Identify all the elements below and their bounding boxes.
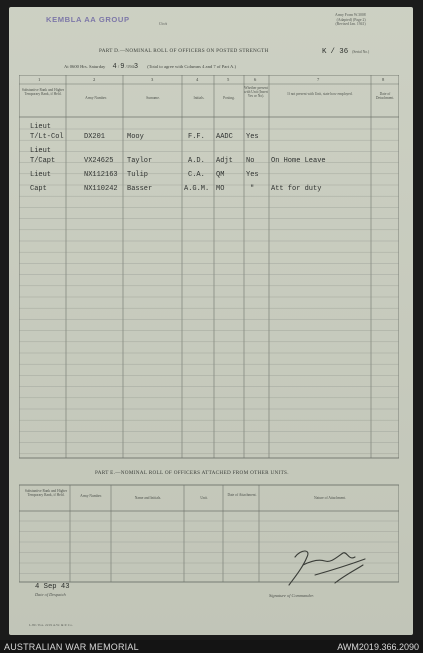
entry-surname: Basser — [127, 185, 153, 193]
col-number: 2 — [93, 77, 96, 82]
col-number: 1 — [38, 77, 41, 82]
despatch-date-value: 4 Sep 43 — [35, 583, 70, 591]
despatch-date — [35, 583, 70, 597]
entry-surname: Taylor — [127, 157, 153, 165]
signature-label: Signature of Commander. — [269, 593, 314, 598]
date-year-suffix: 3 — [133, 63, 139, 71]
entry-initials: A.D. — [188, 157, 205, 165]
entry-initials: C.A. — [188, 171, 205, 179]
entry-present: No — [246, 157, 255, 165]
col-number: 4 — [196, 77, 199, 82]
col-number: 6 — [254, 77, 257, 82]
part-e-header-name: Name and Initials. — [134, 496, 162, 500]
date-day: 4 — [112, 63, 117, 71]
serial-label: (Serial No.) — [352, 50, 370, 54]
part-e-header-rank: Substantive Rank and Higher Temporary Rank, if Held. — [24, 489, 68, 497]
roll-date-line: At 0600 Hrs. Saturday 4 / 9 /1943 (Total to agree with Columns 4 and 7 of Part A.) — [64, 63, 237, 71]
unit-stamp: KEMBLA AA GROUP — [46, 15, 130, 24]
part-e-title: PART E.—NOMINAL ROLL OF OFFICERS ATTACHED FROM OTHER UNITS. — [95, 470, 289, 476]
form-reference-line: (Adapted) (Page 2) — [336, 17, 366, 22]
col-header-initials: Initials. — [193, 96, 205, 100]
entry-rank-substantive: Lieut — [30, 147, 52, 155]
entry-army-number: NX110242 — [84, 185, 118, 193]
entry-posting: MO — [216, 185, 225, 193]
entry-army-number: VX24625 — [84, 157, 114, 165]
entry-employed: Att for duty — [271, 185, 322, 193]
serial-number — [322, 40, 369, 58]
serial-value: / 36 — [330, 48, 349, 56]
col-header-posting: Posting. — [223, 96, 235, 100]
entry-posting: QM — [216, 171, 225, 179]
archive-name: AUSTRALIAN WAR MEMORIAL — [4, 642, 139, 652]
entry-present: Yes — [246, 171, 259, 179]
date-year-prefix: /194 — [125, 64, 134, 69]
col-number: 3 — [151, 77, 154, 82]
part-e-header-attachment-date: Date of Attachment. — [227, 493, 257, 497]
entry-rank: T/Lt-Col — [30, 133, 64, 141]
entry-rank: T/Capt — [30, 157, 56, 165]
army-form-sheet — [9, 7, 413, 635]
form-reference-line: Army Form W.3008 — [335, 13, 366, 17]
col-number: 7 — [317, 77, 320, 82]
date-month: 9 — [120, 63, 125, 71]
serial-prefix: K — [322, 48, 327, 56]
entry-rank: Capt — [30, 185, 47, 193]
part-e-header-army-number: Army Number. — [80, 494, 102, 498]
archive-accession-number: AWM2019.366.2090 — [337, 642, 419, 652]
entry-present: " — [250, 185, 255, 193]
entry-surname: Mooy — [127, 133, 144, 141]
part-d-title: PART D.—NOMINAL ROLL OF OFFICERS ON POSTED STRENGTH — [99, 48, 269, 54]
entry-rank-substantive: Lieut — [30, 123, 52, 131]
unit-label: Unit — [159, 21, 168, 26]
date-prefix: At 0600 Hrs. Saturday — [64, 64, 106, 69]
date-note: (Total to agree with Columns 4 and 7 of Part A.) — [147, 64, 237, 69]
entry-posting: AADC — [216, 133, 233, 141]
part-e-header-nature: Nature of Attachment. — [313, 496, 347, 500]
col-header-rank: Substantive Rank and Higher Temporary Rank, if Held. — [21, 88, 65, 96]
col-header-army-number: Army Number. — [85, 96, 107, 100]
col-header-surname: Surname. — [146, 96, 160, 100]
entry-initials: A.G.M. — [184, 185, 210, 193]
part-e-header-unit: Unit. — [200, 496, 208, 500]
form-reference — [335, 13, 366, 27]
col-header-employed: If not present with Unit, state how employed. — [287, 92, 353, 96]
col-number: 5 — [227, 77, 230, 82]
col-header-present: Whether present with Unit (Insert Yes or No). — [244, 86, 268, 98]
entry-army-number: DX201 — [84, 133, 106, 141]
entry-initials: F.F. — [188, 133, 205, 141]
printer-imprint: L.89 / Pos. 2219 A.W. & P. Co. — [29, 623, 73, 627]
col-header-detachment-date: Date of Detachment. — [375, 92, 395, 100]
entry-army-number: NX112163 — [84, 171, 118, 179]
entry-present: Yes — [246, 133, 259, 141]
commander-signature — [289, 551, 365, 585]
despatch-date-label: Date of Despatch — [35, 592, 66, 597]
form-reference-line: (Revised Jan. 1941) — [335, 22, 366, 27]
entry-employed: On Home Leave — [271, 157, 326, 165]
archive-watermark-bar — [0, 640, 423, 653]
col-number: 8 — [382, 77, 385, 82]
entry-posting: Adjt — [216, 157, 233, 165]
form-grid — [19, 75, 399, 595]
entry-surname: Tulip — [127, 171, 149, 179]
entry-rank: Lieut — [30, 171, 52, 179]
